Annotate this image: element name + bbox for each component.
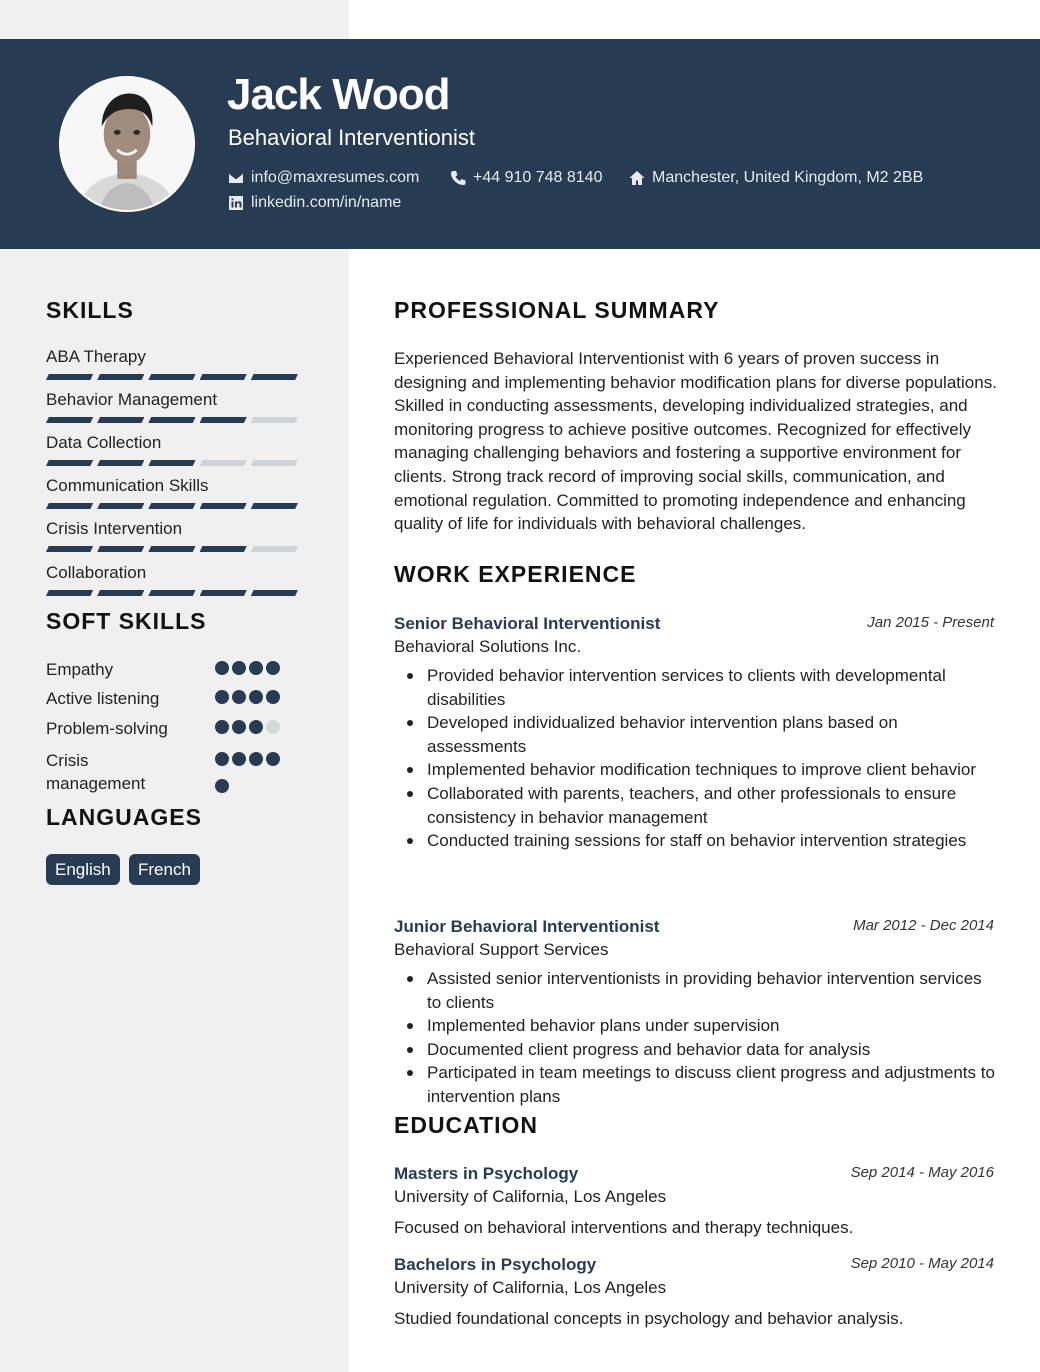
skills-heading: SKILLS	[46, 297, 134, 323]
contact-linkedin[interactable]	[228, 193, 401, 213]
skill-name: Behavior Management	[46, 390, 218, 409]
rating-dot	[232, 661, 246, 675]
languages-heading: LANGUAGES	[46, 804, 202, 830]
education-entry-2	[394, 1254, 996, 1330]
rating-dot	[249, 690, 263, 704]
school-name: University of California, Los Angeles	[394, 1187, 667, 1206]
language-badge-french: French	[129, 854, 200, 885]
skill-level-bar	[46, 460, 302, 466]
bullet-item: Conducted training sessions for staff on behavior intervention strategies	[394, 829, 996, 853]
skill-level-segment	[148, 374, 195, 380]
candidate-title: Behavioral Interventionist	[228, 125, 476, 150]
skill-level-segment	[46, 503, 93, 509]
soft-skill-rating	[215, 661, 295, 680]
soft-skill-rating	[215, 752, 295, 798]
envelope-icon	[228, 170, 244, 186]
skill-level-bar	[46, 417, 302, 423]
rating-dot	[215, 661, 229, 675]
soft-skill-item	[46, 658, 286, 681]
skill-level-segment	[148, 460, 195, 466]
rating-dot	[266, 720, 280, 734]
soft-skill-name: Crisis management	[46, 751, 146, 793]
skill-level-segment	[251, 417, 298, 423]
soft-skill-name: Empathy	[46, 660, 114, 679]
job-company: Behavioral Solutions Inc.	[394, 637, 582, 656]
skill-level-segment	[200, 460, 247, 466]
skill-name: Crisis Intervention	[46, 519, 183, 538]
skill-level-segment	[97, 503, 144, 509]
job-date: Jan 2015 - Present	[867, 614, 994, 631]
bullet-item: Participated in team meetings to discuss client progress and adjustments to intervention plans	[394, 1061, 996, 1108]
job-title: Junior Behavioral Interventionist	[394, 917, 660, 936]
skill-item	[46, 390, 302, 423]
summary-text: Experienced Behavioral Interventionist with 6 years of proven success in designing and implementing behavior modification plans for diverse populations. Skilled in conducting assessments, developing individualized strategies, and monitoring progress to achieve positive outcomes. Recognized for effectively managing challenging behaviors and fostering a supportive environment for clients. Strong track record of improving social skills, communication, and emotional regulation. Committed to promoting independence and enhancing quality of life for individuals with behavioral challenges.	[394, 349, 997, 534]
skill-level-segment	[251, 503, 298, 509]
bullet-item: Collaborated with parents, teachers, and other professionals to ensure consistency in behavior management	[394, 782, 996, 829]
skill-level-segment	[200, 417, 247, 423]
contact-address	[629, 168, 923, 188]
rating-dot	[249, 661, 263, 675]
rating-dot	[266, 690, 280, 704]
skill-level-segment	[200, 590, 247, 596]
degree-title: Masters in Psychology	[394, 1164, 579, 1183]
skill-level-segment	[251, 374, 298, 380]
degree-title: Bachelors in Psychology	[394, 1255, 597, 1274]
skill-item	[46, 433, 302, 466]
skill-level-segment	[200, 374, 247, 380]
skill-level-segment	[97, 546, 144, 552]
education-date: Sep 2010 - May 2014	[850, 1255, 994, 1272]
education-description: Studied foundational concepts in psychology and behavior analysis.	[394, 1309, 904, 1328]
rating-dot	[215, 752, 229, 766]
rating-dot	[232, 752, 246, 766]
soft-skill-item	[46, 749, 286, 795]
skill-level-segment	[200, 503, 247, 509]
email-text: info@maxresumes.com	[251, 169, 420, 186]
soft-skill-rating	[215, 720, 295, 739]
soft-skill-rating	[215, 690, 295, 709]
skill-level-segment	[148, 546, 195, 552]
skill-level-bar	[46, 590, 302, 596]
bullet-item: Documented client progress and behavior data for analysis	[394, 1038, 996, 1062]
skill-level-segment	[148, 503, 195, 509]
job-bullets	[394, 967, 996, 1109]
phone-text: +44 910 748 8140	[473, 169, 603, 186]
skill-level-bar	[46, 374, 302, 380]
rating-dot	[232, 720, 246, 734]
skill-level-segment	[46, 590, 93, 596]
skill-level-segment	[97, 374, 144, 380]
bullet-item: Implemented behavior plans under supervision	[394, 1014, 996, 1038]
candidate-name: Jack Wood	[227, 70, 450, 119]
skill-level-segment	[97, 590, 144, 596]
skill-level-segment	[200, 546, 247, 552]
skill-level-segment	[46, 546, 93, 552]
skill-item	[46, 476, 302, 509]
avatar	[59, 76, 195, 212]
skill-level-segment	[148, 590, 195, 596]
skill-level-segment	[97, 460, 144, 466]
skill-level-segment	[46, 417, 93, 423]
skill-level-segment	[148, 417, 195, 423]
education-description: Focused on behavioral interventions and therapy techniques.	[394, 1218, 854, 1237]
job-company: Behavioral Support Services	[394, 940, 609, 959]
profile-photo	[61, 78, 193, 210]
education-date: Sep 2014 - May 2016	[850, 1164, 994, 1181]
job-date: Mar 2012 - Dec 2014	[853, 917, 994, 934]
rating-dot	[249, 752, 263, 766]
soft-skill-name: Active listening	[46, 689, 160, 708]
summary-heading: PROFESSIONAL SUMMARY	[394, 297, 720, 323]
rating-dot	[215, 690, 229, 704]
school-name: University of California, Los Angeles	[394, 1278, 667, 1297]
home-icon	[629, 170, 645, 186]
linkedin-text: linkedin.com/in/name	[251, 194, 402, 211]
resume-header	[0, 39, 1040, 249]
language-badge-english: English	[46, 854, 120, 885]
skill-item	[46, 347, 302, 380]
skill-name: Communication Skills	[46, 476, 209, 495]
experience-heading: WORK EXPERIENCE	[394, 561, 637, 587]
bullet-item: Implemented behavior modification techniques to improve client behavior	[394, 758, 996, 782]
skill-level-segment	[46, 374, 93, 380]
skill-item	[46, 563, 302, 596]
rating-dot	[232, 690, 246, 704]
skill-level-segment	[46, 460, 93, 466]
phone-icon	[450, 170, 466, 186]
bullet-item: Developed individualized behavior intervention plans based on assessments	[394, 711, 996, 758]
skill-level-bar	[46, 503, 302, 509]
skill-level-segment	[251, 590, 298, 596]
skill-name: ABA Therapy	[46, 347, 146, 366]
rating-dot	[266, 752, 280, 766]
address-text: Manchester, United Kingdom, M2 2BB	[652, 169, 924, 186]
rating-dot	[266, 661, 280, 675]
skill-name: Collaboration	[46, 563, 147, 582]
skill-item	[46, 519, 302, 552]
bullet-item: Assisted senior interventionists in providing behavior intervention services to clients	[394, 967, 996, 1014]
contact-phone[interactable]	[450, 168, 602, 188]
soft-skills-heading: SOFT SKILLS	[46, 608, 207, 634]
job-entry-1	[394, 613, 996, 853]
skill-level-bar	[46, 546, 302, 552]
soft-skill-item	[46, 717, 286, 740]
education-entry-1	[394, 1163, 996, 1239]
job-bullets	[394, 664, 996, 853]
skill-level-segment	[251, 546, 298, 552]
skill-name: Data Collection	[46, 433, 162, 452]
soft-skill-name: Problem-solving	[46, 719, 168, 738]
job-entry-2	[394, 916, 996, 1109]
soft-skill-item	[46, 687, 286, 710]
rating-dot	[215, 779, 229, 793]
bullet-item: Provided behavior intervention services to clients with developmental disabilities	[394, 664, 996, 711]
education-heading: EDUCATION	[394, 1112, 539, 1138]
job-title: Senior Behavioral Interventionist	[394, 614, 661, 633]
rating-dot	[249, 720, 263, 734]
skill-level-segment	[97, 417, 144, 423]
contact-email[interactable]	[228, 168, 419, 188]
linkedin-icon	[228, 195, 244, 211]
rating-dot	[215, 720, 229, 734]
skill-level-segment	[251, 460, 298, 466]
